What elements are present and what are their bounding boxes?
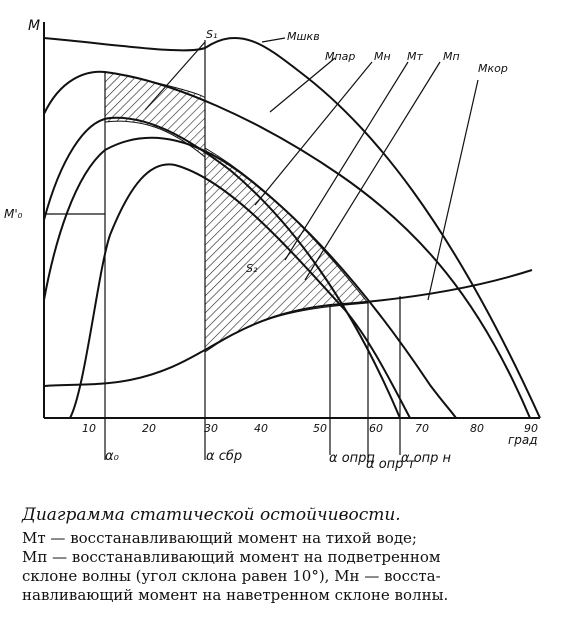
caption-line: склоне волны (угол склона равен 10°), Mн — восста- (22, 567, 441, 585)
x-tick-label: 80 (470, 422, 484, 435)
x-tick-label: 20 (142, 422, 156, 435)
label-m-kor: Mкор (478, 62, 508, 75)
x-tick-label: 70 (415, 422, 429, 435)
leader-p (305, 62, 440, 280)
label-m-p: Mп (443, 50, 460, 63)
label-s2: S₂ (246, 262, 258, 275)
leader-par (270, 58, 335, 112)
figure-caption (22, 505, 552, 605)
x-tick-label: 40 (254, 422, 268, 435)
leader-shkv (262, 38, 285, 42)
label-m-n: Mн (374, 50, 391, 63)
caption-line: Mп — восстанавливающий момент на подветренном (22, 548, 441, 566)
y-axis-label: M (28, 18, 41, 34)
x-tick-label: 50 (313, 422, 327, 435)
x-tick-label: 60 (369, 422, 383, 435)
caption-title: Диаграмма статической остойчивости. (22, 505, 401, 525)
x-tick-label: 90 (524, 422, 538, 435)
caption-line: навливающий момент на наветренном склоне волны. (22, 586, 449, 604)
label-m-shkv: Mшкв (287, 30, 320, 43)
x-unit-label: град (508, 433, 538, 447)
label-m-par: Mпар (325, 50, 356, 63)
caption-line: Mт — восстанавливающий момент на тихой воде; (22, 529, 417, 547)
label-m-t: Mт (407, 50, 423, 63)
label-s1: S₁ (206, 28, 218, 41)
x-tick-label: 10 (82, 422, 96, 435)
label-alpha-oprt: α опр т (366, 457, 416, 472)
label-alpha-oprn: α опр н (401, 451, 452, 466)
label-alpha0: α₀ (105, 449, 119, 464)
label-alpha-sbr: α сбр (206, 449, 243, 464)
label-alpha-oprp: α опрп (329, 451, 375, 466)
x-tick-label: 30 (204, 422, 218, 435)
leader-kor (428, 80, 478, 300)
m0-label: M'₀ (4, 207, 23, 221)
